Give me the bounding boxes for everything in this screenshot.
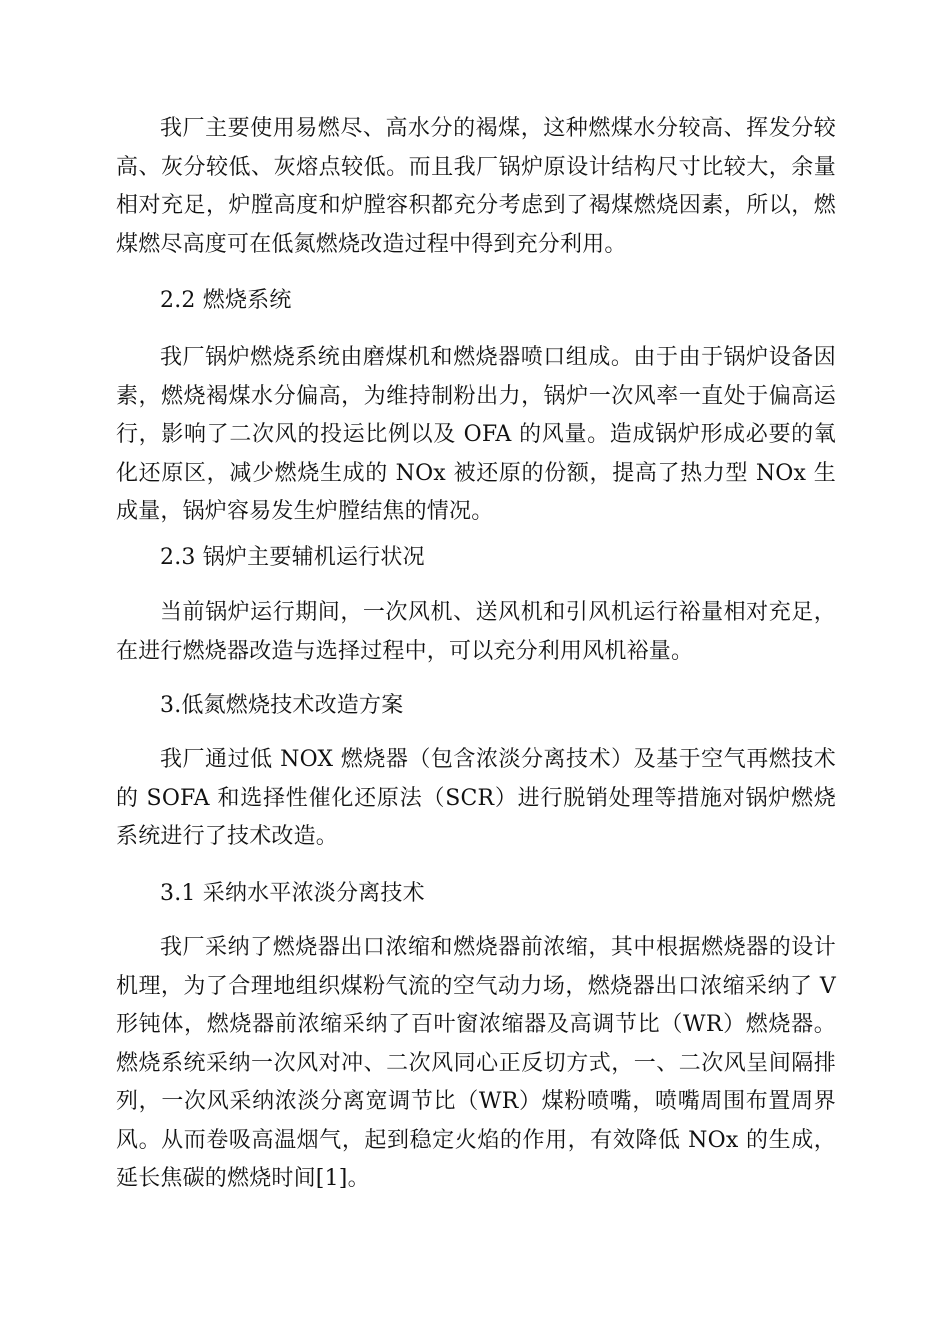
paragraph-lignite-characteristics: 我厂主要使用易燃尽、高水分的褐煤，这种燃煤水分较高、挥发分较高、灰分较低、灰熔点较低。而且我厂锅炉原设计结构尺寸比较大，余量相对充足，炉膛高度和炉膛容积都充分考虑到了褐煤燃烧因素，所以，燃煤燃尽高度可在低氮燃烧改造过程中得到充分利用。 bbox=[116, 116, 836, 257]
heading-auxiliary-machines: 2.3 锅炉主要辅机运行状况 bbox=[160, 545, 425, 570]
paragraph-combustion-system: 我厂锅炉燃烧系统由磨煤机和燃烧器喷口组成。由于由于锅炉设备因素，燃烧褐煤水分偏高，为维持制粉出力，锅炉一次风率一直处于偏高运行，影响了二次风的投运比例以及 OFA 的风量。造成锅炉形成必要的氧化还原区，减少燃烧生成的 NOx 被还原的份额，提高了热力型 NOx 生成量，锅炉容易发生炉膛结焦的情况。 bbox=[116, 345, 836, 524]
heading-retrofit-plan: 3.低氮燃烧技术改造方案 bbox=[160, 693, 404, 718]
paragraph-auxiliary-machines: 当前锅炉运行期间，一次风机、送风机和引风机运行裕量相对充足，在进行燃烧器改造与选择过程中，可以充分利用风机裕量。 bbox=[116, 600, 836, 664]
paragraph-retrofit-plan: 我厂通过低 NOX 燃烧器（包含浓淡分离技术）及基于空气再燃技术的 SOFA 和选择性催化还原法（SCR）进行脱销处理等措施对锅炉燃烧系统进行了技术改造。 bbox=[116, 747, 836, 849]
heading-combustion-system: 2.2 燃烧系统 bbox=[160, 288, 292, 313]
paragraph-concentration-separation: 我厂采纳了燃烧器出口浓缩和燃烧器前浓缩，其中根据燃烧器的设计机理，为了合理地组织煤粉气流的空气动力场，燃烧器出口浓缩采纳了 V 形钝体，燃烧器前浓缩采纳了百叶窗浓缩器及高调节比（WR）燃烧器。燃烧系统采纳一次风对冲、二次风同心正反切方式，一、二次风呈间隔排列，一次风采纳浓淡分离宽调节比（WR）煤粉喷嘴，喷嘴周围布置周界风。从而卷吸高温烟气，起到稳定火焰的作用，有效降低 NOx 的生成，延长焦碳的燃烧时间[1]。 bbox=[116, 935, 836, 1191]
heading-concentration-separation: 3.1 采纳水平浓淡分离技术 bbox=[160, 881, 425, 906]
